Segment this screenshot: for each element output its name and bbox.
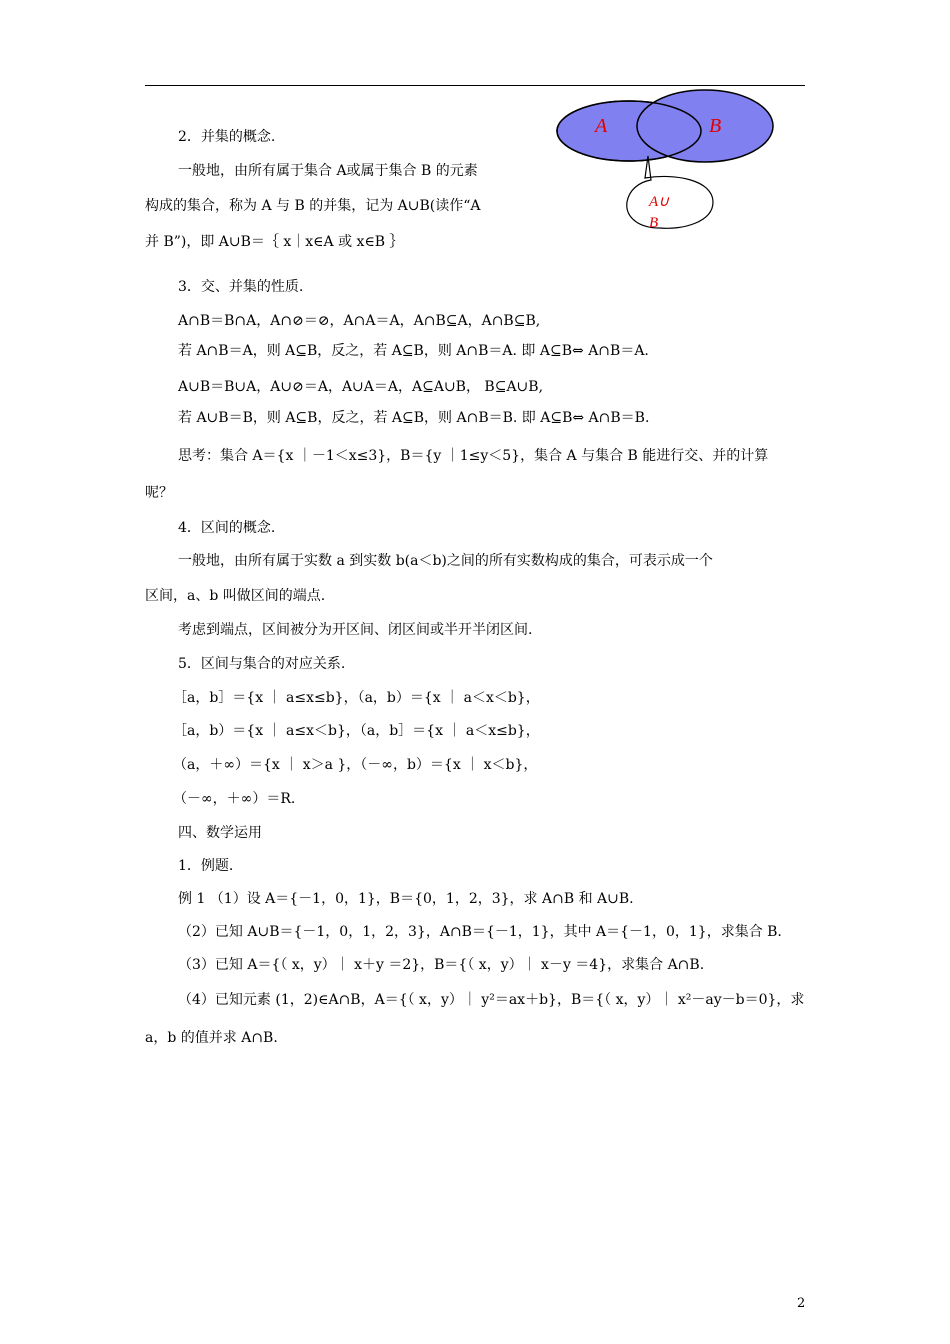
text-line: a，b 的值并求 A∩B. — [145, 1030, 278, 1046]
text-line: 并 B”)，即 A∪B＝｛ x｜x∈A 或 x∈B ｝ — [145, 234, 404, 250]
label-a: A — [595, 115, 608, 137]
text-line: （－∞，＋∞）＝R. — [173, 791, 296, 807]
text-line: ［a，b］＝{x ｜ a≤x≤b}，（a，b）＝{x ｜ a＜x＜b}， — [173, 690, 540, 706]
text-line: （a，＋∞）＝{x ｜ x＞a }，（－∞，b）＝{x ｜ x＜b}， — [173, 757, 538, 773]
text-line: 四、数学运用 — [178, 825, 262, 841]
text-line: （2）已知 A∪B＝{－1，0，1，2，3}，A∩B＝{－1，1}，其中 A＝{－1，0，1}，求集合 B. — [178, 924, 782, 940]
callout-bubble — [627, 156, 713, 228]
text-line: 区间，a、b 叫做区间的端点. — [145, 588, 326, 604]
text-line: （3）已知 A＝{（ x，y）｜ x＋y ＝2}，B＝{（ x，y）｜ x－y ＝4}，求集合 A∩B. — [178, 957, 705, 973]
set-b-circle — [637, 90, 773, 162]
text-line: 呢？ — [145, 485, 173, 501]
text-line: A∩B＝B∩A，A∩⊘＝⊘，A∩A＝A，A∩B⊆A，A∩B⊆B, — [178, 313, 541, 329]
text-line: 1．例题. — [178, 858, 234, 874]
text-line: 一般地，由所有属于实数 a 到实数 b(a＜b)之间的所有实数构成的集合，可表示成一个 — [178, 553, 713, 569]
text-line: （4）已知元素 (1，2)∈A∩B，A＝{（ x，y）｜ y²＝ax＋b}，B＝{（ x，y）｜ x²－ay－b＝0}，求 — [178, 992, 805, 1008]
text-line: 若 A∩B＝A，则 A⊆B，反之，若 A⊆B，则 A∩B＝A. 即 A⊆B⇔ A∩B＝A. — [178, 343, 649, 359]
callout-text-1: A∪ — [649, 194, 670, 210]
venn-diagram — [555, 88, 780, 238]
text-line: 4．区间的概念. — [178, 520, 276, 536]
text-line: ［a，b）＝{x ｜ a≤x＜b}，（a，b］＝{x ｜ a＜x≤b}， — [173, 723, 540, 739]
text-line: 若 A∪B＝B，则 A⊆B，反之，若 A⊆B，则 A∩B＝B. 即 A⊆B⇔ A∩B＝B. — [178, 410, 650, 426]
text-line: 一般地，由所有属于集合 A或属于集合 B 的元素 — [178, 163, 478, 179]
callout-text-2: B — [649, 215, 659, 231]
text-line: 2．并集的概念. — [178, 129, 276, 145]
page-number: 2 — [797, 1296, 806, 1311]
text-line: 例 1 （1）设 A＝{－1，0，1}，B＝{0，1，2，3}，求 A∩B 和 A∪B. — [178, 891, 634, 907]
text-line: 考虑到端点，区间被分为开区间、闭区间或半开半闭区间. — [178, 622, 533, 638]
text-line: 思考：集合 A＝{x ｜－1＜x≤3}，B＝{y ｜1≤y＜5}，集合 A 与集合 B 能进行交、并的计算 — [178, 448, 769, 464]
label-b: B — [709, 115, 722, 137]
text-line: 3．交、并集的性质. — [178, 279, 304, 295]
text-line: A∪B＝B∪A，A∪⊘＝A，A∪A＝A，A⊆A∪B， B⊆A∪B, — [178, 379, 544, 395]
header-rule — [145, 85, 805, 86]
text-line: 构成的集合，称为 A 与 B 的并集，记为 A∪B(读作“A — [145, 198, 481, 214]
text-line: 5．区间与集合的对应关系. — [178, 656, 346, 672]
